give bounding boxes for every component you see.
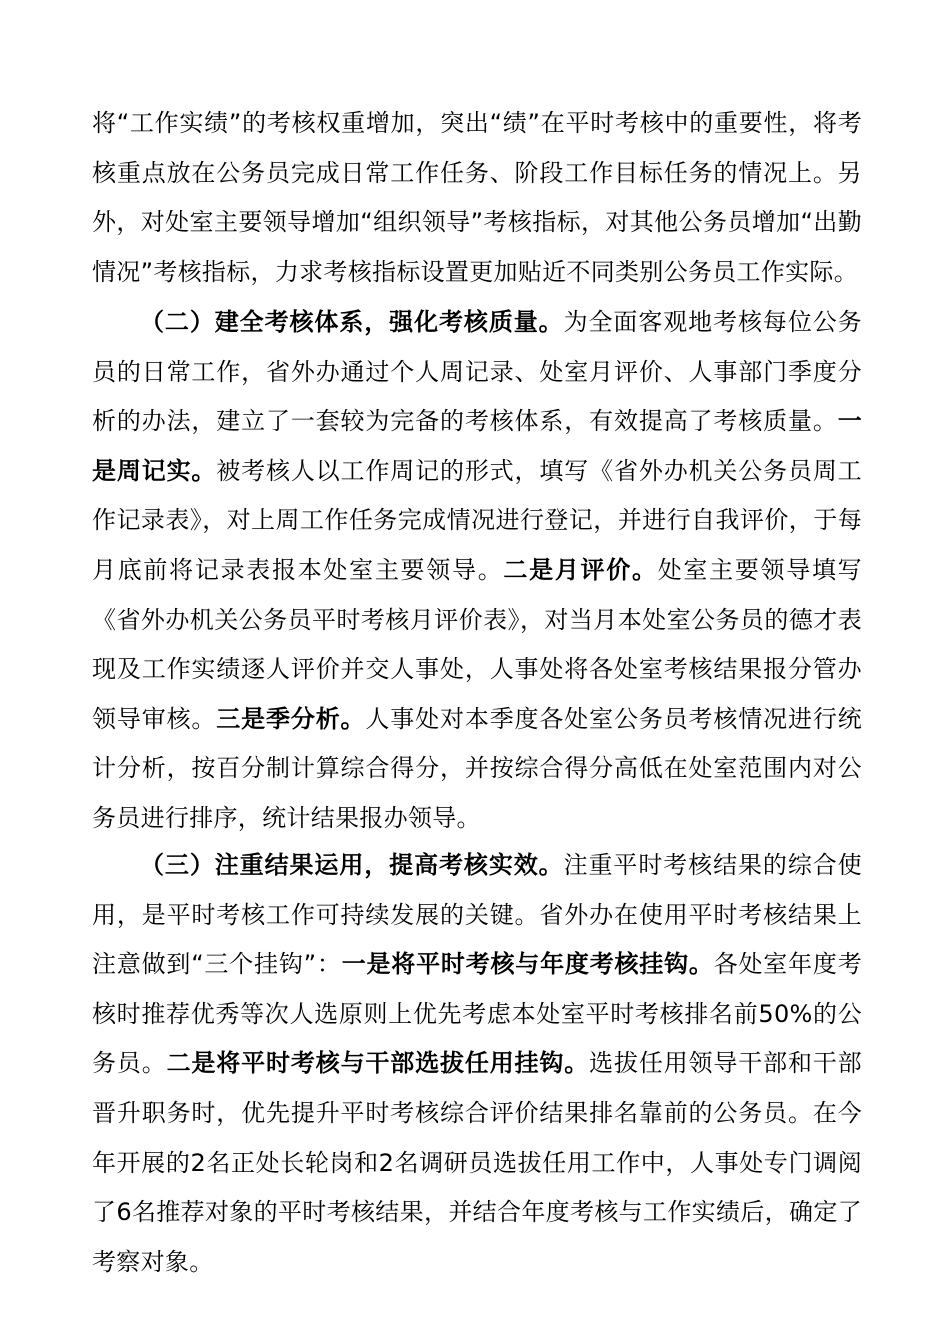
paragraph-text: 将“工作实绩”的考核权重增加，突出“绩”在平时考核中的重要性，将考核重点放在公务员完成日常工作任务、阶段工作目标任务的情况上。另外，对处室主要领导增加“组织领导”考核指标，对其他公务员增加“出勤情况”考核指标，力求考核指标设置更加贴近不同类别公务员工作实际。 [92, 109, 862, 286]
point-heading: 三是季分析。 [216, 704, 366, 733]
paragraph-text: 各处室年度考核时推荐优秀等次人选原则上优先考虑本处室平时考核排名前50%的公务员。 [92, 950, 863, 1078]
paragraph-text: 选拔任用领导干部和干部晋升职务时，优先提升平时考核综合评价结果排名靠前的公务员。在今年开展的2名正处长轮岗和2名调研员选拔任用工作中，人事处专门调阅了6名推荐对象的平时考核结果，并结合年度考核与工作实绩后，确定了考察对象。 [92, 1049, 862, 1276]
paragraph-text: 为全面客观地考核每位公务员的日常工作，省外办通过个人周记录、处室月评价、人事部门季度分析的办法，建立了一套较为完备的考核体系，有效提高了考核质量。 [92, 308, 862, 436]
paragraph-text: 注重平时考核结果的综合使用，是平时考核工作可持续发展的关键。省外办在使用平时考核结果上注意做到“三个挂钩”： [92, 851, 862, 979]
paragraph-work-performance [92, 99, 862, 297]
section-heading: （三）注重结果运用，提高考核实效。 [140, 851, 564, 879]
paragraph-text: 人事处对本季度各处室公务员考核情况进行统计分析，按百分制计算综合得分，并按综合得分高低在处室范围内对公务员进行排序，统计结果报办领导。 [92, 704, 862, 832]
point-heading: 一是将平时考核与年度考核挂钩。 [341, 950, 714, 979]
paragraph-text: 处室主要领导填写《省外办机关公务员平时考核月评价表》，对当月本处室公务员的德才表现及工作实绩逐人评价并交人事处，人事处将各处室考核结果报分管办领导审核。 [92, 555, 862, 733]
point-heading: 二是月评价。 [503, 555, 658, 584]
point-heading: 一是周记实。 [92, 407, 862, 485]
section-heading: （二）建全考核体系，强化考核质量。 [140, 308, 564, 336]
paragraph-text: 被考核人以工作周记的形式，填写《省外办机关公务员周工作记录表》，对上周工作任务完成情况进行登记，并进行自我评价，于每月底前将记录表报本处室主要领导。 [92, 456, 862, 584]
paragraph-result-application [92, 841, 862, 1287]
paragraph-assessment-system [92, 298, 862, 844]
point-heading: 二是将平时考核与干部选拔任用挂钩。 [166, 1049, 590, 1078]
